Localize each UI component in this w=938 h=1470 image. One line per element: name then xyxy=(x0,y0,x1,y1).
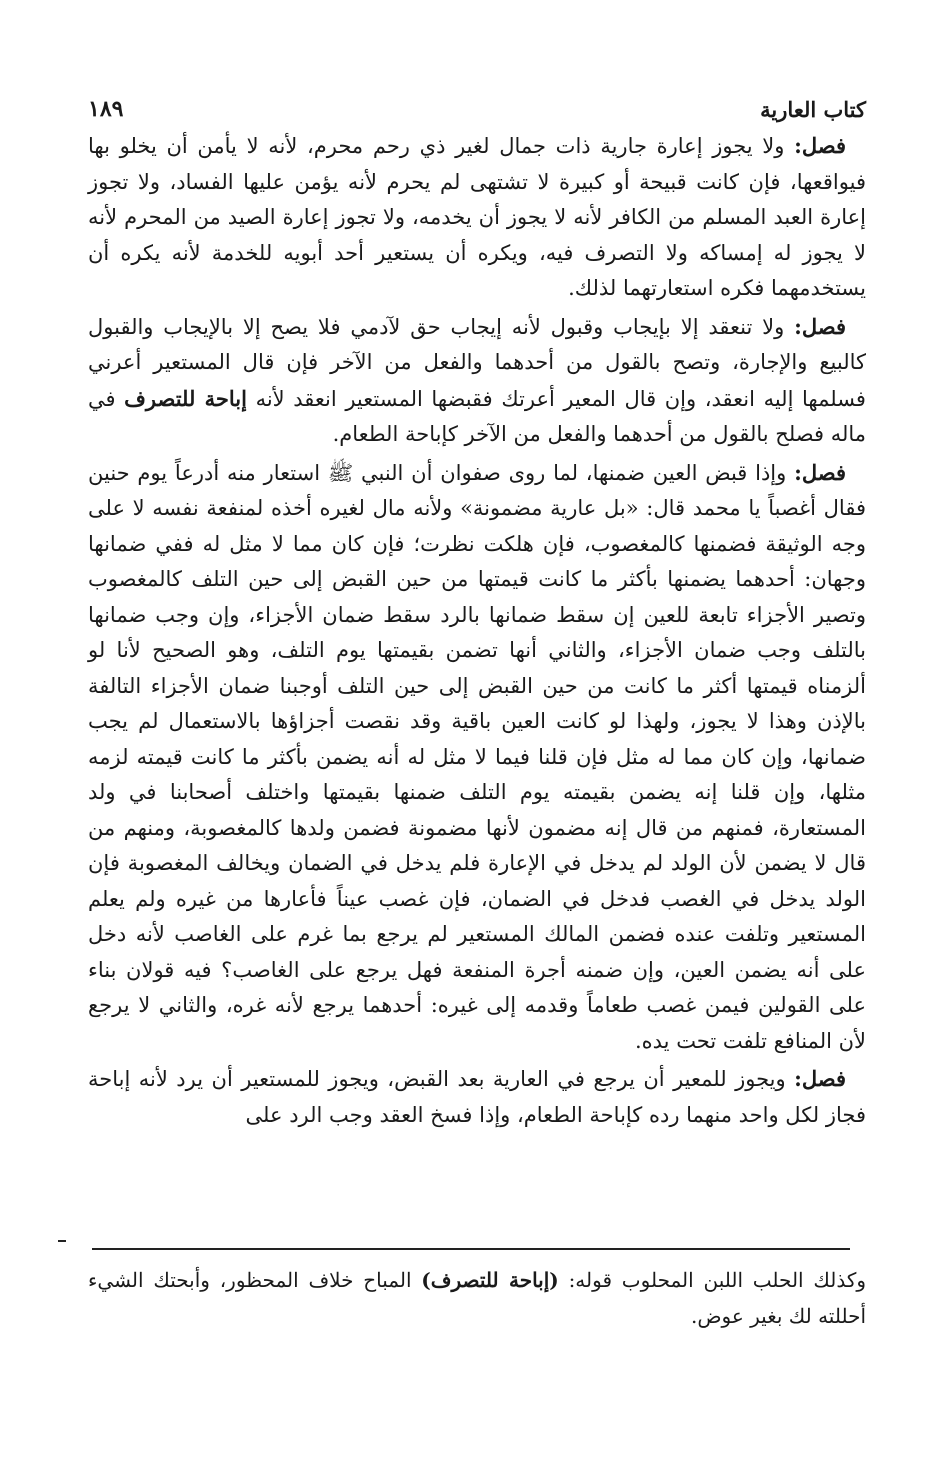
section-4 xyxy=(88,1061,866,1133)
running-title: كتاب العارية xyxy=(760,97,866,122)
section-label: فصل: xyxy=(794,459,846,485)
page-number: ١٨٩ xyxy=(88,96,124,122)
section-text: ويجوز للمعير أن يرجع في العارية بعد القبض، ويجوز للمستعير أن يرد لأنه إباحة فجاز لكل واحد منهما رده كإباحة الطعام، وإذا فسخ العقد وجب الرد على xyxy=(88,1067,866,1127)
page-header xyxy=(88,88,866,122)
footnote-text: وكذلك الحلب اللبن المحلوب قوله: xyxy=(568,1268,866,1292)
section-text: وإذا قبض العين ضمنها، لما روى صفوان أن النبي ﷺ استعار منه أدرعاً يوم حنين فقال أغصباً يا محمد قال: «بل عارية مضمونة» ولأنه مال لغيره أخذه لمنفعة نفسه لا على وجه الوثيقة فضمنها كالمغصوب، فإن هلكت نظرت؛ فإن كان مما لا مثل له ففي ضمانها وجهان: أحدهما يضمنها بأكثر ما كانت قيمتها من حين القبض إلى حين التلف كالمغصوب وتصير الأجزاء تابعة للعين إن سقط ضمانها بالرد سقط ضمان الأجزاء، وإن وجب ضمانها بالتلف وجب ضمان الأجزاء، والثاني أنها تضمن بقيمتها يوم التلف، وهو الصحيح لأنا لو ألزمناه قيمتها أكثر ما كانت من حين القبض إلى حين التلف أوجبنا ضمان الأجزاء التالفة بالإذن وهذا لا يجوز، ولهذا لو كانت العين باقية وقد نقصت أجزاؤها بالاستعمال لم يجب ضمانها، وإن كان مما له مثل فإن قلنا فيما لا مثل له أنه يضمن بأكثر ما كانت قيمته لزمه مثلها، وإن قلنا إنه يضمن بقيمته يوم التلف ضمنها بقيمتها واختلف أصحابنا في ولد المستعارة، فمنهم من قال إنه مضمون لأنها مضمونة فضمن ولدها كالمغصوبة، ومنهم من قال لا يضمن لأن الولد لم يدخل في الإعارة فلم يدخل في الضمان ويخالف المغصوبة فإن الولد يدخل في الغصب فدخل في الضمان، فإن غصب عيناً فأعارها من غيره ولم يعلم المستعير وتلفت عنده فضمن المالك المستعير لم يرجع بما غرم على الغاصب لأنه دخل على أنه يضمن العين، وإن ضمنه أجرة المنفعة فهل يرجع على الغاصب؟ فيه قولان بناء على القولين فيمن غصب طعاماً وقدمه إلى غيره: أحدهما يرجع لأنه غره، والثاني لا يرجع لأن المنافع تلفت تحت يده. xyxy=(88,460,866,1053)
section-label: فصل: xyxy=(794,133,846,158)
footnote-divider xyxy=(92,1248,850,1250)
section-text: ولا يجوز إعارة جارية ذات جمال لغير ذي رحم محرم، لأنه لا يأمن أن يخلو بها فيواقعها، فإن كانت قبيحة أو كبيرة لا تشتهى لم يحرم لأنه يؤمن عليها الفساد، ولا تجوز إعارة العبد المسلم من الكافر لأنه لا يجوز أن يخدمه، ولا تجوز إعارة الصيد من المحرم لأنه لا يجوز له إمساكه ولا التصرف فيه، ويكره أن يستعير أحد أبويه للخدمة لأنه يكره أن يستخدمهما فكره استعارتهما لذلك. xyxy=(88,134,866,300)
section-3 xyxy=(88,455,866,1060)
footnote-text-continued: المباح خلاف المحظور، وأبحتك الشيء أحللته لك بغير عوض. xyxy=(88,1268,866,1328)
section-text-continued: في ماله فصلح بالقول من أحدهما والفعل من الآخر كإباحة الطعام. xyxy=(88,386,866,446)
section-label: فصل: xyxy=(794,313,846,339)
section-label: فصل: xyxy=(794,1066,846,1091)
emphasized-term: إباحة للتصرف xyxy=(124,385,247,411)
section-2 xyxy=(88,309,866,453)
footnote-emphasized-term: (إباحة للتصرف) xyxy=(421,1268,559,1292)
footnote xyxy=(88,1262,866,1334)
margin-mark xyxy=(58,1240,66,1242)
section-1 xyxy=(88,128,866,307)
section-text: ولا تنعقد إلا بإيجاب وقبول لأنه إيجاب حق لآدمي فلا يصح إلا بالإيجاب والقبول كالبيع والإجارة، وتصح بالقول من أحدهما والفعل من الآخر فإن قال المستعير أعرني فسلمها إليه انعقد، وإن قال المعير أعرتك فقبضها المستعير انعقد لأنه xyxy=(88,314,866,411)
main-text xyxy=(88,128,866,1133)
